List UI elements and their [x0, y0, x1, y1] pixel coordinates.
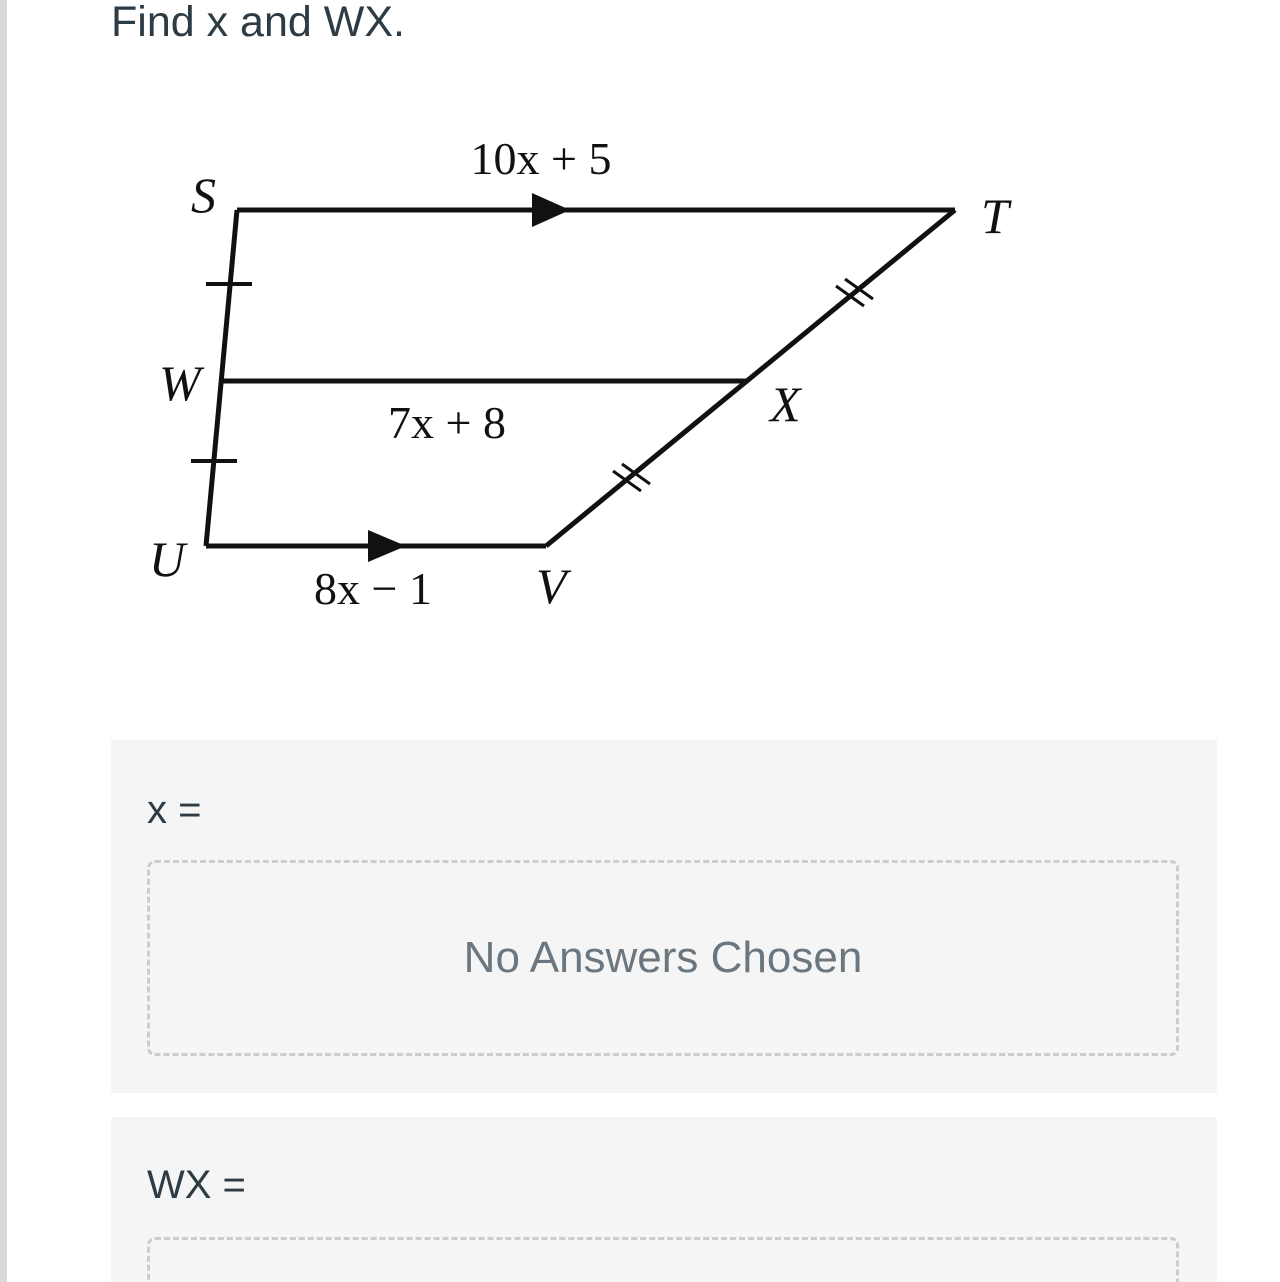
label-mid-expression: 7x + 8 [388, 397, 506, 448]
vertex-x: X [770, 376, 801, 432]
answer-label-wx: WX = [147, 1163, 246, 1207]
drop-zone-placeholder: No Answers Chosen [463, 933, 863, 982]
label-top-expression: 10x + 5 [470, 133, 612, 184]
question-text: Find x and WX. [111, 0, 405, 46]
trapezoid-sides [206, 210, 955, 546]
answer-block-wx [111, 1117, 1217, 1282]
answer-drop-zone-x[interactable] [147, 860, 1179, 1056]
parallel-arrow-top [532, 193, 570, 227]
vertex-u: U [149, 531, 186, 587]
vertex-v: V [536, 558, 567, 614]
answer-label-x: x = [147, 788, 202, 832]
label-bottom-expression: 8x − 1 [314, 563, 432, 614]
vertex-s: S [191, 167, 216, 223]
answer-drop-zone-wx[interactable] [147, 1237, 1179, 1282]
vertex-w: W [159, 355, 201, 411]
answer-block-x [111, 740, 1217, 1093]
vertex-t: T [981, 188, 1009, 244]
side-tv [546, 210, 955, 546]
parallel-arrow-bottom [368, 530, 406, 562]
side-su [206, 210, 237, 546]
